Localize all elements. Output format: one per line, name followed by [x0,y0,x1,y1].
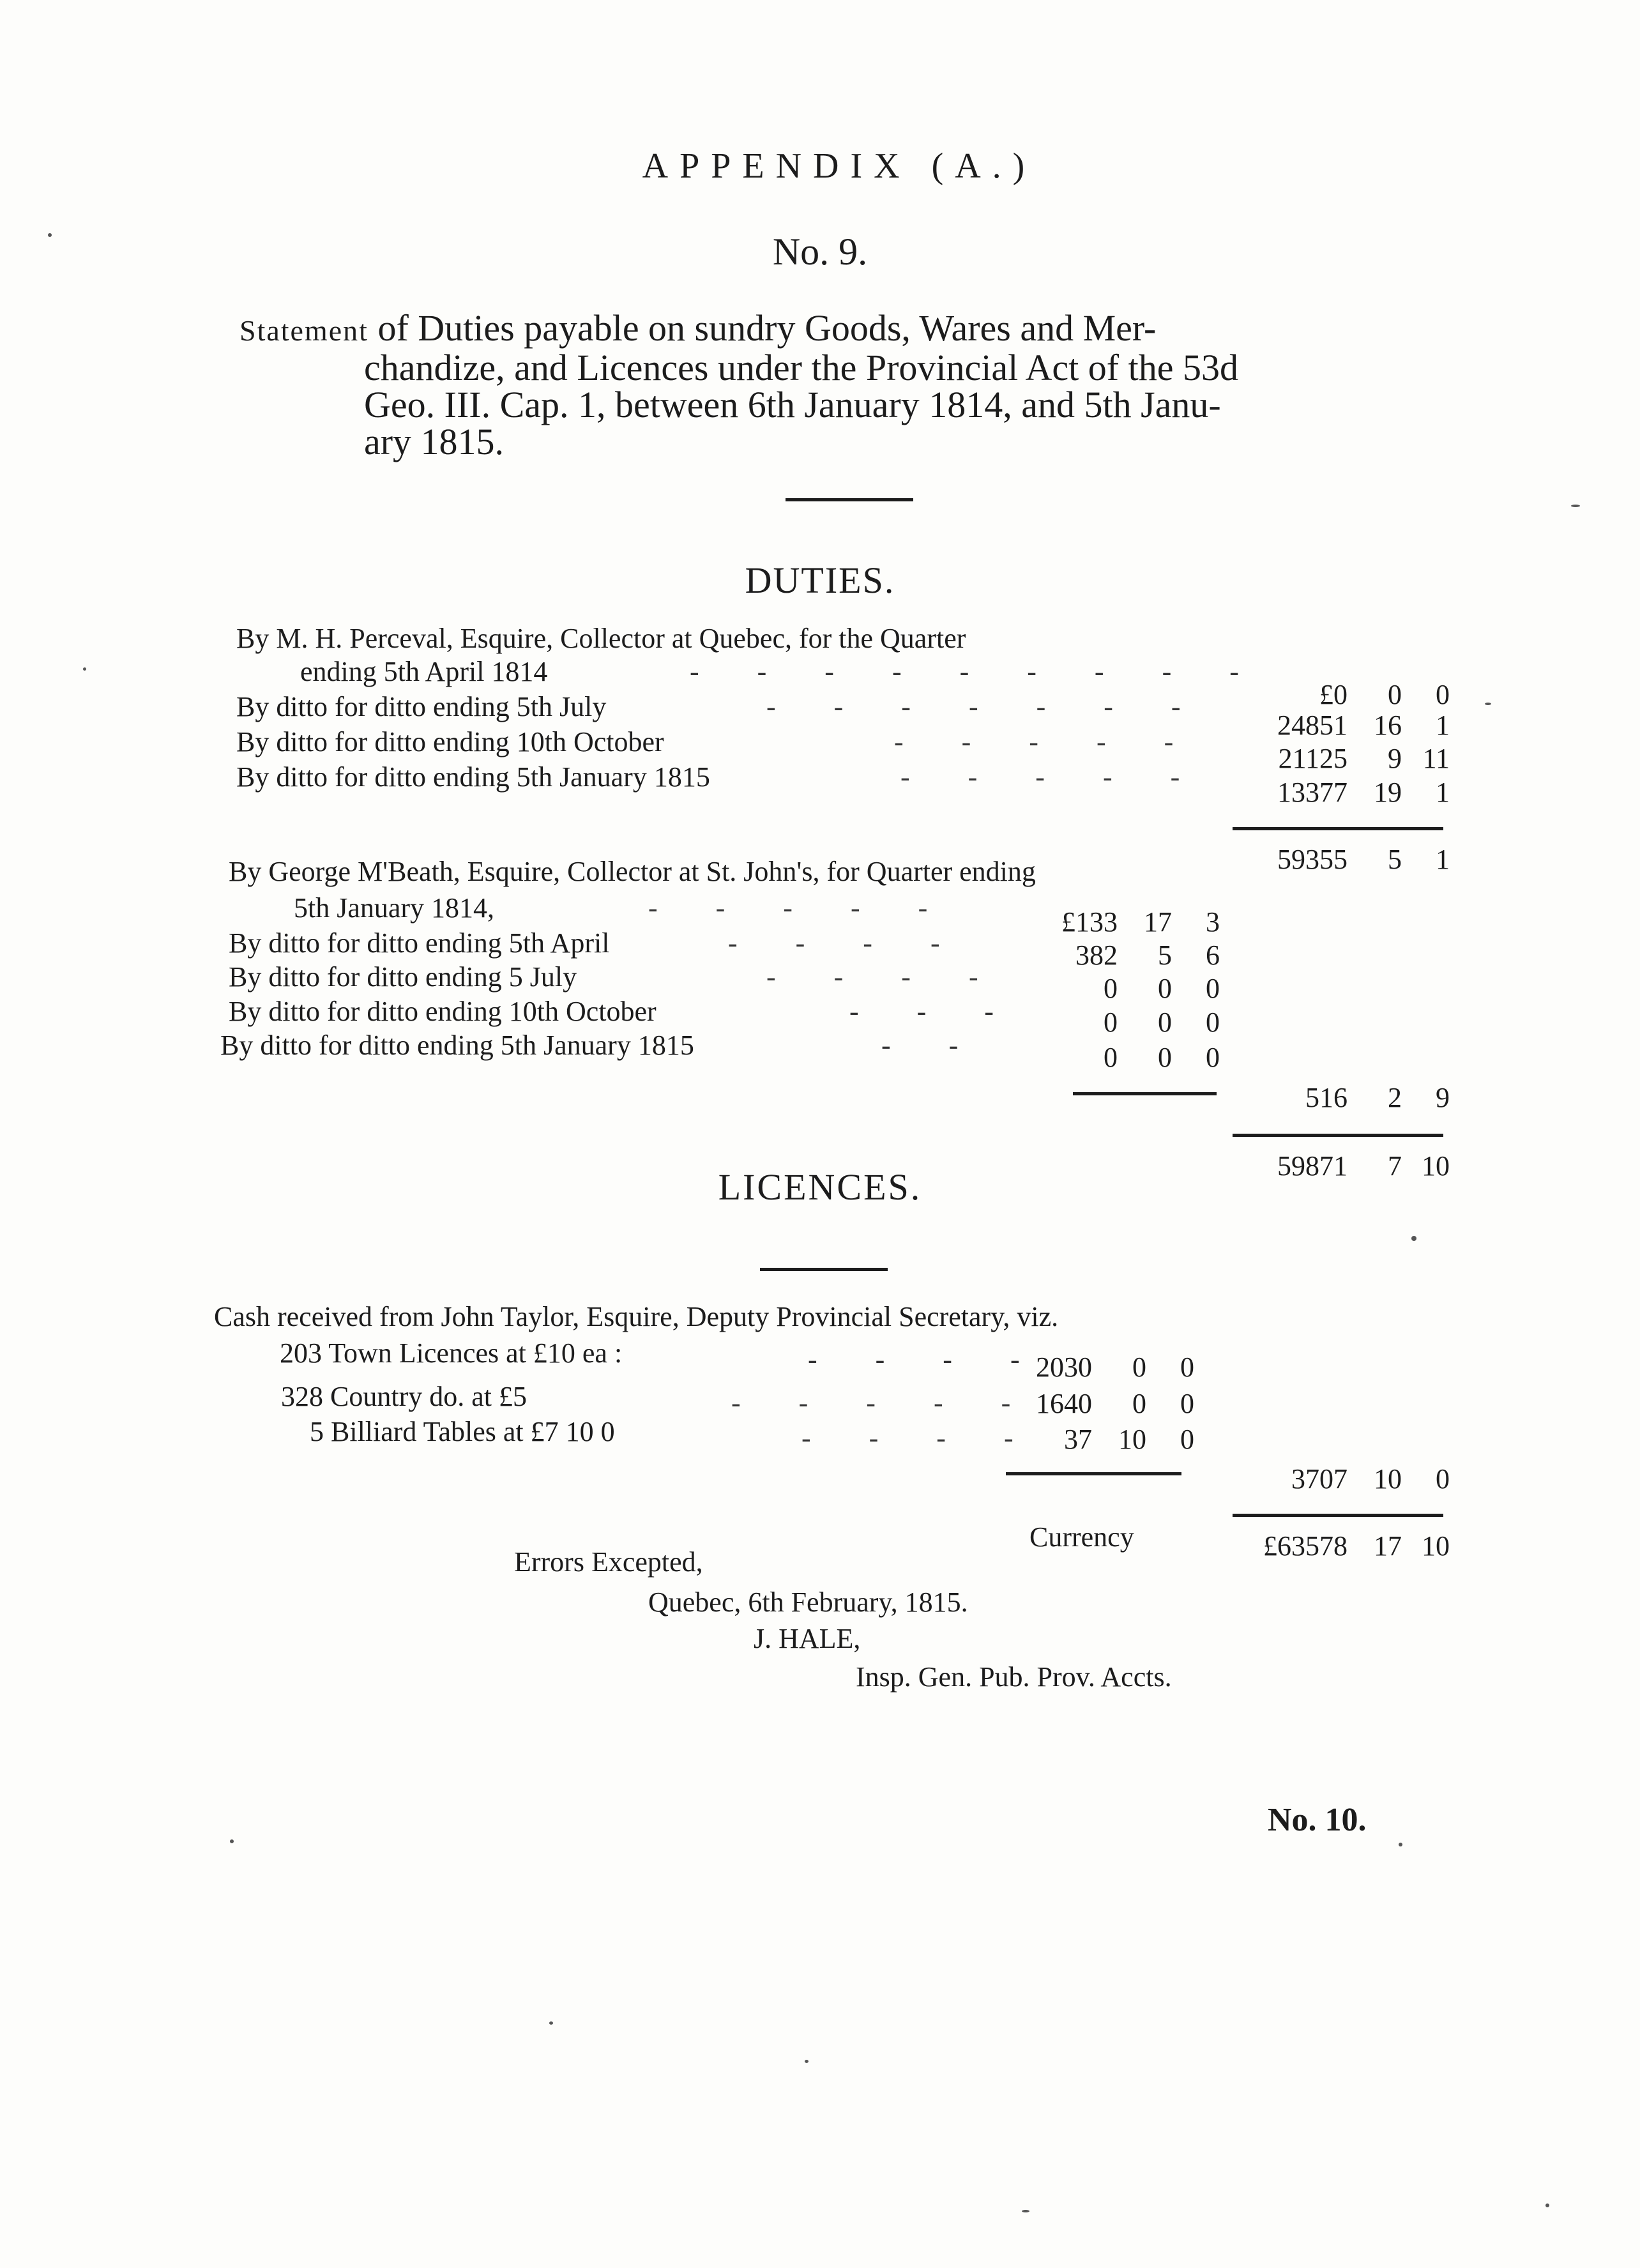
total-rule [1006,1472,1181,1475]
duties-heading: DUTIES. [745,559,895,601]
duties-grand-pence: 10 [1422,1150,1450,1182]
stjohns-pounds: £133 [1061,906,1118,938]
quebec-pounds: 21125 [1278,743,1348,774]
leader-dots: - - - - [808,1344,1045,1375]
currency-pounds: £63578 [1263,1530,1348,1562]
scan-speck [1485,703,1491,705]
stjohns-pounds: 0 [1104,1007,1118,1038]
statement-line-2: chandize, and Licences under the Provincial Act of the 53d [364,347,1238,388]
stjohns-shillings: 0 [1158,1042,1172,1073]
licence-pounds: 1640 [1036,1388,1092,1419]
scan-speck [549,2021,553,2025]
signatory-title: Insp. Gen. Pub. Prov. Accts. [856,1661,1172,1693]
licences-total-pounds: 3707 [1291,1463,1348,1495]
statement-lead: Statement [239,314,368,347]
leader-dots: - - - - [728,927,966,959]
stjohns-pounds: 382 [1075,940,1118,971]
scan-speck [83,667,86,671]
leader-dots: - - - - - [894,726,1199,757]
scan-speck [230,1839,234,1843]
stjohns-row-label: By ditto for ditto ending 5th January 1815 [220,1030,694,1061]
scan-speck [1022,2210,1029,2212]
leader-dots: - - - - - [648,892,953,924]
licence-pence: 0 [1180,1351,1194,1383]
leader-dots: - - - - - [900,761,1206,793]
duties-grand-pounds: 59871 [1277,1150,1348,1182]
licences-total-pence: 0 [1436,1463,1450,1495]
quebec-total-shillings: 5 [1388,844,1402,875]
stjohns-total-shillings: 2 [1388,1082,1402,1113]
divider-rule [786,498,913,501]
scan-speck [1399,1843,1402,1846]
scan-speck [1545,2203,1549,2207]
licences-heading: LICENCES. [718,1166,922,1208]
quebec-pence: 1 [1436,710,1450,741]
scan-speck [805,2060,809,2063]
errors-excepted: Errors Excepted, [514,1546,703,1578]
licence-pence: 0 [1180,1388,1194,1419]
licences-intro: Cash received from John Taylor, Esquire, Deputy Provincial Secretary, viz. [214,1301,1059,1332]
leader-dots: - - - - - - - - - [690,656,1264,687]
stjohns-row-label: By ditto for ditto ending 5 July [229,961,577,993]
statement-paragraph [239,307,1466,462]
leader-dots: - - - [849,996,1019,1027]
quebec-shillings: 16 [1374,710,1402,741]
quebec-total-pounds: 59355 [1277,844,1348,875]
licence-pounds: 37 [1064,1424,1092,1455]
stjohns-intro: By George M'Beath, Esquire, Collector at St. John's, for Quarter ending [229,856,1036,887]
stjohns-total-pence: 9 [1436,1082,1450,1113]
stjohns-pence: 0 [1206,1007,1220,1038]
stjohns-row-label: By ditto for ditto ending 10th October [229,996,657,1027]
quebec-pounds: 13377 [1277,777,1348,808]
leader-dots: - - [881,1030,984,1061]
next-page-number: No. 10. [1268,1802,1367,1838]
appendix-title: APPENDIX (A.) [642,146,1036,186]
stjohns-pence: 0 [1206,973,1220,1004]
total-rule [1073,1092,1217,1095]
licence-row-label: 203 Town Licences at £10 ea : [280,1337,623,1369]
currency-pence: 10 [1422,1530,1450,1562]
licence-pounds: 2030 [1036,1351,1092,1383]
quebec-row-label: ending 5th April 1814 [300,656,548,687]
signatory-name: J. HALE, [754,1623,861,1654]
stjohns-total-pounds: 516 [1305,1082,1348,1113]
licence-shillings: 0 [1132,1351,1146,1383]
total-rule [1233,1514,1443,1517]
leader-dots: - - - - [801,1422,1039,1454]
stjohns-shillings: 0 [1158,973,1172,1004]
stjohns-pence: 6 [1206,940,1220,971]
quebec-shillings: 0 [1388,679,1402,710]
leader-dots: - - - - [766,961,1004,993]
stjohns-pounds: 0 [1104,973,1118,1004]
quebec-pounds: £0 [1319,679,1348,710]
leader-dots: - - - - - - - [766,691,1206,722]
quebec-shillings: 9 [1388,743,1402,774]
leader-dots: - - - - - [731,1387,1036,1419]
document-number: No. 9. [772,231,868,273]
quebec-intro: By M. H. Perceval, Esquire, Collector at Quebec, for the Quarter [236,623,966,654]
stjohns-shillings: 0 [1158,1007,1172,1038]
licence-shillings: 0 [1132,1388,1146,1419]
statement-line-3: Geo. III. Cap. 1, between 6th January 1814, and 5th Janu- [364,384,1221,425]
duties-grand-shillings: 7 [1388,1150,1402,1182]
licences-total-shillings: 10 [1374,1463,1402,1495]
statement-line-4: ary 1815. [364,421,505,462]
scan-speck [1571,505,1580,507]
licence-row-label: 5 Billiard Tables at £7 10 0 [310,1416,615,1447]
quebec-row-label: By ditto for ditto ending 5th July [236,691,607,722]
licence-row-label: 328 Country do. at £5 [281,1381,527,1412]
stjohns-shillings: 17 [1144,906,1172,938]
quebec-total-pence: 1 [1436,844,1450,875]
quebec-pence: 11 [1422,743,1450,774]
total-rule [1233,1134,1443,1137]
stjohns-pounds: 0 [1104,1042,1118,1073]
quebec-pounds: 24851 [1277,710,1348,741]
scan-speck [1411,1236,1416,1241]
stjohns-shillings: 5 [1158,940,1172,971]
scan-speck [48,233,52,237]
currency-shillings: 17 [1374,1530,1402,1562]
stjohns-pence: 3 [1206,906,1220,938]
quebec-pence: 1 [1436,777,1450,808]
stjohns-pence: 0 [1206,1042,1220,1073]
divider-rule [760,1268,888,1271]
licence-shillings: 10 [1118,1424,1146,1455]
quebec-pence: 0 [1436,679,1450,710]
place-date: Quebec, 6th February, 1815. [648,1587,968,1618]
total-rule [1233,827,1443,830]
stjohns-row-label: By ditto for ditto ending 5th April [229,927,610,959]
statement-line-1: of Duties payable on sundry Goods, Wares and Mer- [368,307,1157,349]
quebec-row-label: By ditto for ditto ending 10th October [236,726,664,757]
currency-label: Currency [1029,1521,1134,1553]
stjohns-row-label: 5th January 1814, [294,892,495,924]
quebec-row-label: By ditto for ditto ending 5th January 1815 [236,761,710,793]
licence-pence: 0 [1180,1424,1194,1455]
quebec-shillings: 19 [1374,777,1402,808]
